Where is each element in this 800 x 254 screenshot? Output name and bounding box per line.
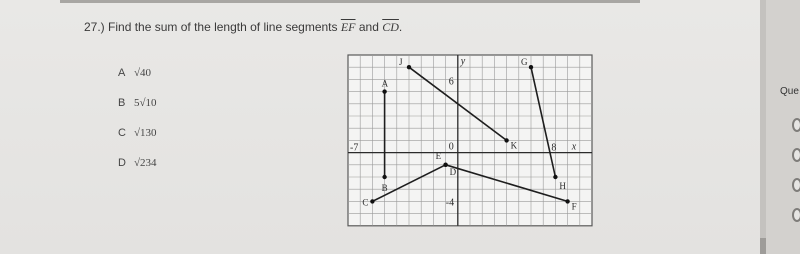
choice-c-value: √130 <box>134 127 157 139</box>
choice-b-letter: B <box>118 97 126 109</box>
point-g <box>529 65 533 69</box>
choice-c-letter: C <box>118 127 126 139</box>
point-e <box>443 163 447 167</box>
point-label-c: C <box>362 197 369 208</box>
question-conj: and <box>358 20 379 34</box>
choice-d-value: √234 <box>134 157 157 169</box>
point-label-j: J <box>399 57 403 68</box>
tick-label-x-min: -7 <box>350 142 359 154</box>
point-k <box>504 138 508 142</box>
choice-a-value: √40 <box>134 67 152 79</box>
point-label-h: H <box>559 181 566 191</box>
segment-cd-label: $\overline{CD}$ <box>382 20 399 34</box>
point-j <box>407 65 411 69</box>
choice-b-value: 5√10 <box>134 97 157 109</box>
point-a <box>382 89 386 93</box>
point-label-g: G <box>521 57 528 68</box>
point-label-d: D <box>449 166 457 177</box>
choice-d-letter: D <box>118 157 126 169</box>
scrollbar-track[interactable] <box>760 0 766 254</box>
side-radio-4[interactable] <box>792 208 800 222</box>
point-label-k: K <box>510 140 518 151</box>
point-h <box>553 175 557 179</box>
segment-ef-label: $\overline{EF}$ <box>340 20 356 34</box>
question-number: 27.) <box>84 20 105 34</box>
side-panel-label: Que <box>780 86 799 97</box>
point-label-b: B <box>381 183 388 193</box>
axis-label-y: y <box>460 56 466 67</box>
axis-label-x: x <box>571 141 577 153</box>
point-f <box>565 199 569 203</box>
side-radio-3[interactable] <box>792 178 800 192</box>
question-prefix: Find the sum of the length of line segments <box>108 20 338 34</box>
point-label-a: A <box>381 78 389 89</box>
point-label-f: F <box>571 201 577 212</box>
point-c <box>370 199 374 203</box>
tick-label-y-max: 6 <box>448 76 454 88</box>
point-b <box>382 175 386 179</box>
scrollbar-thumb[interactable] <box>760 238 766 254</box>
choice-a-letter: A <box>118 67 126 79</box>
question-suffix: . <box>398 20 403 34</box>
side-radio-1[interactable] <box>792 118 800 132</box>
side-radio-2[interactable] <box>792 148 800 162</box>
tick-label-y-min: -4 <box>445 197 455 209</box>
tick-label-x-max: 8 <box>551 142 557 154</box>
point-label-e: E <box>435 150 442 161</box>
tick-label-origin: 0 <box>448 141 454 153</box>
